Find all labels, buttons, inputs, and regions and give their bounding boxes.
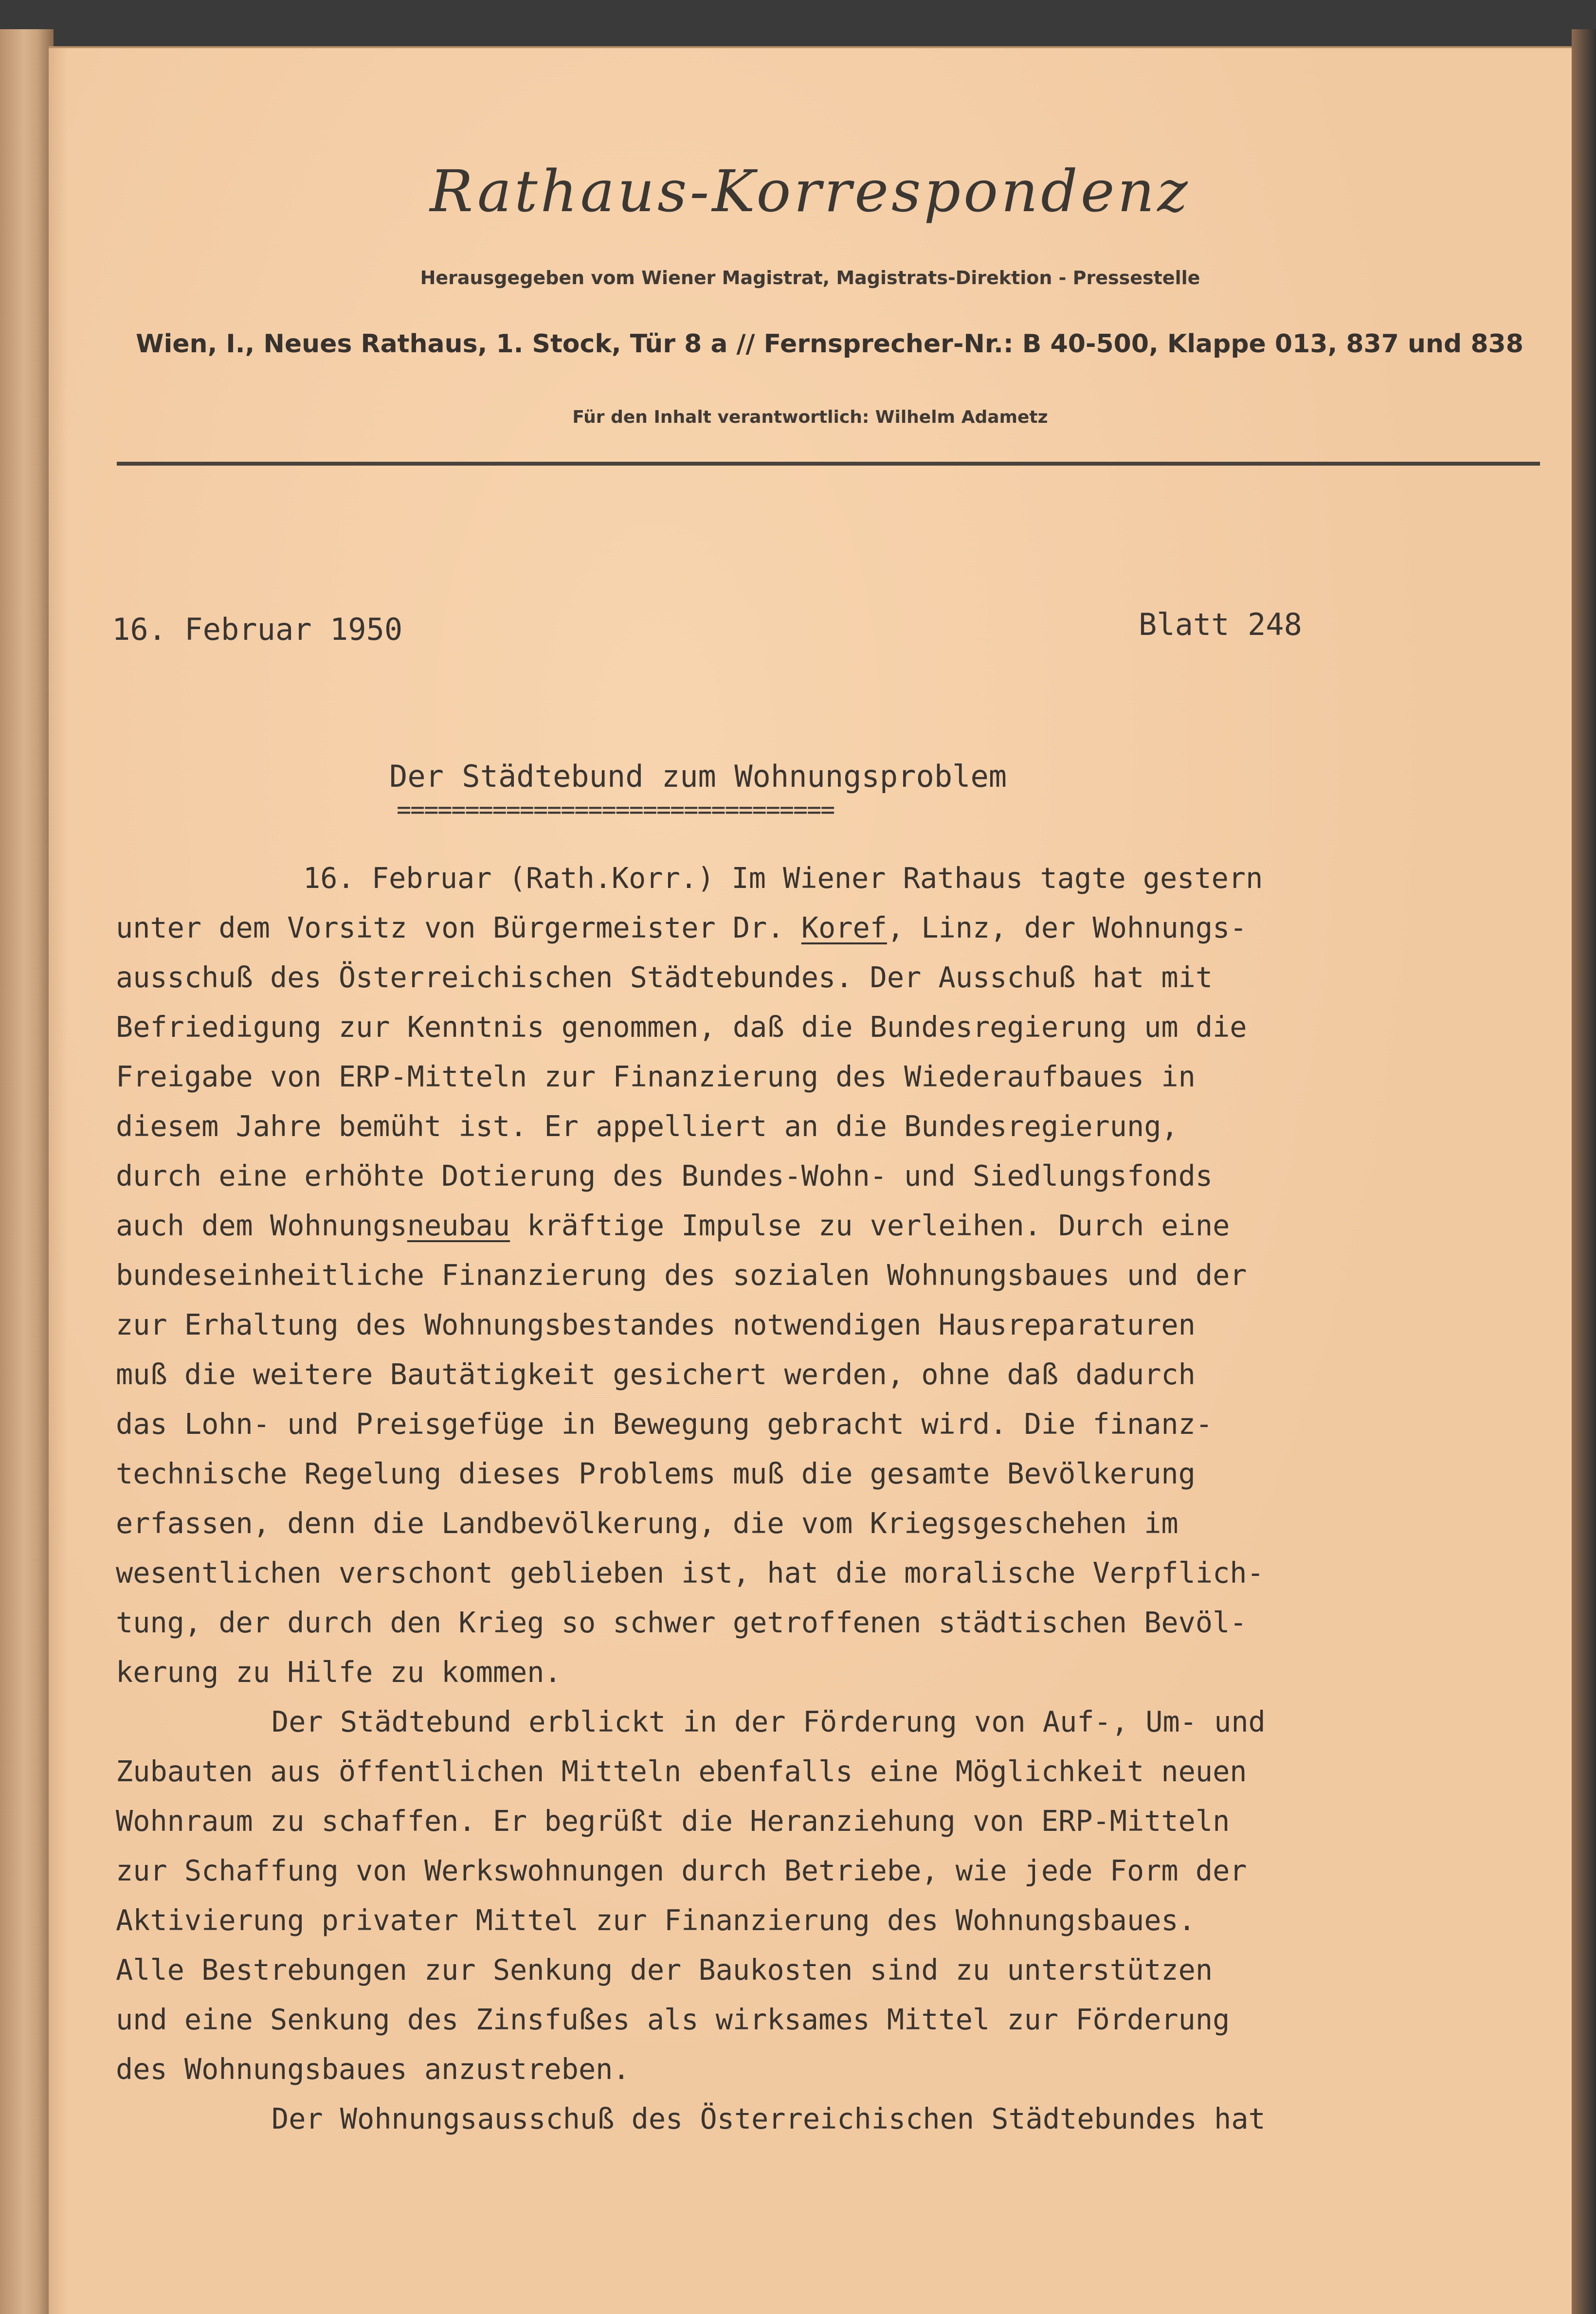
- body-line: [116, 903, 1527, 953]
- body-line: durch eine erhöhte Dotierung des Bundes-Wohn- und Siedlungsfonds: [116, 1159, 1213, 1193]
- sheet-number: Blatt 248: [1139, 607, 1302, 642]
- document-page: [49, 46, 1572, 2314]
- body-line: erfassen, denn die Landbevölkerung, die vom Kriegsgeschehen im: [116, 1507, 1179, 1540]
- title-underline: ================================: [397, 795, 834, 824]
- body-line: und eine Senkung des Zinsfußes als wirksames Mittel zur Förderung: [116, 2003, 1230, 2036]
- body-line: zur Schaffung von Werkswohnungen durch Betriebe, wie jede Form der: [116, 1854, 1247, 1887]
- masthead-title: Rathaus-Korrespondenz: [430, 158, 1191, 225]
- body-line: diesem Jahre bemüht ist. Er appelliert an die Bundesregierung,: [116, 1110, 1179, 1143]
- left-page-edge: [0, 29, 54, 2314]
- body-line: das Lohn- und Preisgefüge in Bewegung gebracht wird. Die finanz-: [116, 1408, 1213, 1441]
- body-line: zur Erhaltung des Wohnungsbestandes notwendigen Hausreparaturen: [116, 1308, 1196, 1341]
- body-line: bundeseinheitliche Finanzierung des sozialen Wohnungsbaues und der: [116, 1259, 1247, 1292]
- body-text-segment: , Linz, der Wohnungs-: [887, 911, 1247, 944]
- body-line: ausschuß des Österreichischen Städtebundes. Der Ausschuß hat mit: [116, 961, 1213, 994]
- body-text-segment: auch dem Wohnungs: [116, 1209, 407, 1242]
- article-body: [116, 853, 1527, 2144]
- responsible-line: Für den Inhalt verantwortlich: Wilhelm Adametz: [572, 407, 1048, 427]
- body-line: technische Regelung dieses Problems muß die gesamte Bevölkerung: [116, 1457, 1196, 1490]
- body-line: Befriedigung zur Kenntnis genommen, daß die Bundesregierung um die: [116, 1011, 1247, 1044]
- body-line: tung, der durch den Krieg so schwer getroffenen städtischen Bevöl-: [116, 1606, 1247, 1639]
- body-line: 16. Februar (Rath.Korr.) Im Wiener Rathaus tagte gestern: [303, 862, 1263, 895]
- body-line: Alle Bestrebungen zur Senkung der Baukosten sind zu unterstützen: [116, 1953, 1213, 1987]
- body-text-segment: unter dem Vorsitz von Bürgermeister Dr.: [116, 911, 801, 944]
- body-line: des Wohnungsbaues anzustreben.: [116, 2053, 630, 2086]
- body-line: wesentlichen verschont geblieben ist, hat die moralische Verpflich-: [116, 1556, 1264, 1590]
- body-line: [116, 1201, 1527, 1250]
- header-divider: [117, 462, 1540, 466]
- body-line: kerung zu Hilfe zu kommen.: [116, 1656, 562, 1689]
- publisher-line: Herausgegeben vom Wiener Magistrat, Magistrats-Direktion - Pressestelle: [420, 267, 1200, 289]
- body-line: Aktivierung privater Mittel zur Finanzierung des Wohnungsbaues.: [116, 1904, 1196, 1937]
- document-date: 16. Februar 1950: [112, 612, 403, 647]
- person-name: Koref: [801, 911, 887, 944]
- body-line: Freigabe von ERP-Mitteln zur Finanzierung des Wiederaufbaues in: [116, 1060, 1196, 1093]
- body-line: Der Städtebund erblickt in der Förderung von Auf-, Um- und: [272, 1705, 1266, 1738]
- body-line: Zubauten aus öffentlichen Mitteln ebenfalls eine Möglichkeit neuen: [116, 1755, 1247, 1788]
- body-text-segment: kräftige Impulse zu verleihen. Durch eine: [510, 1209, 1230, 1242]
- body-line: Wohnraum zu schaffen. Er begrüßt die Heranziehung von ERP-Mitteln: [116, 1805, 1230, 1838]
- body-line: Der Wohnungsausschuß des Österreichischen Städtebundes hat: [272, 2102, 1266, 2135]
- article-title: Der Städtebund zum Wohnungsproblem: [389, 759, 1007, 794]
- address-line: Wien, I., Neues Rathaus, 1. Stock, Tür 8 a // Fernsprecher-Nr.: B 40-500, Klappe 013, 837 und 838: [136, 329, 1523, 359]
- right-page-edge: [1572, 29, 1596, 2314]
- emphasized-word: neubau: [407, 1209, 510, 1242]
- body-line: muß die weitere Bautätigkeit gesichert werden, ohne daß dadurch: [116, 1358, 1196, 1391]
